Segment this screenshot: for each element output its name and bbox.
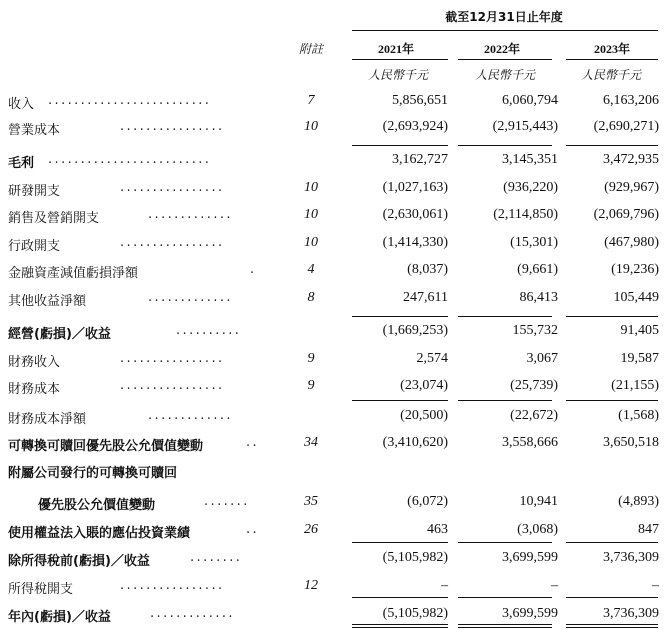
value-2022: – (551, 578, 558, 593)
row-label: 經營(虧損)／收益 (8, 327, 111, 342)
year-2022-header: 2022年 (483, 42, 520, 56)
row-note: 26 (304, 522, 318, 537)
total-rule-b-2022 (458, 627, 552, 628)
row-note: 9 (307, 351, 315, 366)
leader-dots: ............. (148, 408, 233, 423)
row-label: 營業成本 (8, 123, 61, 138)
year-2023-underline (566, 59, 658, 60)
value-2023: 3,736,309 (603, 550, 659, 565)
row-label: 財務收入 (8, 355, 61, 370)
row-label: 優先股公允價值變動 (38, 498, 156, 513)
value-2022: (9,661) (517, 262, 558, 277)
value-2023: (467,980) (604, 235, 659, 250)
subtotal-rule-op-2022 (458, 316, 552, 317)
leader-dots: ................ (120, 180, 225, 195)
leader-dots: ................ (120, 119, 225, 134)
row-note: 9 (307, 378, 315, 393)
row-label: 收入 (8, 97, 35, 112)
leader-dots: ................ (120, 235, 225, 250)
subtotal-rule-net-2023 (566, 597, 658, 598)
statement-row (0, 235, 672, 257)
value-2022: (2,114,850) (493, 207, 558, 222)
value-2021: (3,410,620) (382, 435, 448, 450)
row-note: 34 (304, 435, 318, 450)
statement-row (0, 152, 672, 174)
subtotal-rule-pbt-2022 (458, 542, 552, 543)
statement-row (0, 462, 672, 484)
value-2021: (2,693,924) (382, 119, 448, 134)
period-header: 截至12月31日止年度 (445, 10, 563, 24)
row-label: 研發開支 (8, 184, 61, 199)
leader-dots: ......................... (48, 152, 212, 167)
unit-2022: 人民幣千元 (474, 68, 535, 82)
value-2023: 6,163,206 (603, 93, 659, 108)
note-column-header: 附註 (298, 42, 323, 56)
value-2022: (22,672) (510, 408, 558, 423)
row-label: 所得稅開支 (8, 582, 74, 597)
value-2023: (2,690,271) (593, 119, 659, 134)
row-note: 4 (307, 262, 315, 277)
value-2021: (8,037) (407, 262, 448, 277)
value-2021: (23,074) (400, 378, 448, 393)
value-2023: – (652, 578, 659, 593)
value-2023: (19,236) (611, 262, 659, 277)
subtotal-rule-net-2022 (458, 597, 552, 598)
value-2022: 155,732 (512, 323, 558, 338)
total-rule-a-2021 (352, 624, 448, 625)
row-label: 除所得稅前(虧損)／收益 (8, 554, 150, 569)
leader-dots: .......... (176, 323, 242, 338)
unit-2023: 人民幣千元 (580, 68, 641, 82)
period-underline (352, 30, 658, 31)
year-2021-header: 2021年 (377, 42, 414, 56)
year-2021-underline (352, 59, 448, 60)
subtotal-rule-fin-2023 (566, 400, 658, 401)
statement-row (0, 522, 672, 544)
value-2021: – (441, 578, 448, 593)
subtotal-rule-gross-2021 (352, 145, 448, 146)
row-note: 10 (304, 207, 318, 222)
leader-dots: ................ (120, 578, 225, 593)
row-label: 毛利 (8, 156, 35, 171)
total-rule-b-2021 (352, 627, 448, 628)
value-2023: 3,472,935 (603, 152, 659, 167)
value-2023: 3,650,518 (603, 435, 659, 450)
subtotal-rule-op-2023 (566, 316, 658, 317)
subtotal-rule-net-2021 (352, 597, 448, 598)
value-2021: 3,162,727 (392, 152, 448, 167)
leader-dots: ............. (148, 290, 233, 305)
subtotal-rule-pbt-2021 (352, 542, 448, 543)
value-2021: 463 (427, 522, 448, 537)
row-label: 銷售及營銷開支 (8, 211, 100, 226)
value-2023: 91,405 (620, 323, 659, 338)
leader-dots: ......................... (48, 93, 212, 108)
row-note: 8 (307, 290, 315, 305)
total-rule-a-2022 (458, 624, 552, 625)
row-label: 使用權益法入賬的應佔投資業績 (8, 526, 191, 541)
value-2022: (15,301) (510, 235, 558, 250)
row-label: 財務成本 (8, 382, 61, 397)
row-note: 35 (304, 494, 318, 509)
leader-dots: . (250, 262, 257, 277)
value-2022: 6,060,794 (502, 93, 558, 108)
value-2023: (929,967) (604, 180, 659, 195)
value-2023: (21,155) (611, 378, 659, 393)
value-2023: 3,736,309 (603, 606, 659, 621)
subtotal-rule-op-2021 (352, 316, 448, 317)
value-2023: (2,069,796) (593, 207, 659, 222)
leader-dots: ............. (148, 207, 233, 222)
value-2023: (1,568) (618, 408, 659, 423)
value-2022: 3,699,599 (502, 606, 558, 621)
row-label: 金融資產減值虧損淨額 (8, 266, 139, 281)
statement-row (0, 207, 672, 229)
value-2021: 5,856,651 (392, 93, 448, 108)
row-label: 年內(虧損)／收益 (8, 610, 111, 625)
value-2022: 3,558,666 (502, 435, 558, 450)
value-2021: (20,500) (400, 408, 448, 423)
row-note: 7 (307, 93, 315, 108)
subtotal-rule-gross-2022 (458, 145, 552, 146)
statement-row (0, 290, 672, 312)
statement-row (0, 180, 672, 202)
statement-row (0, 262, 672, 284)
leader-dots: .. (246, 435, 260, 450)
row-label: 行政開支 (8, 239, 61, 254)
statement-row (0, 408, 672, 430)
year-2022-underline (458, 59, 552, 60)
statement-row (0, 351, 672, 373)
value-2023: 847 (638, 522, 659, 537)
statement-row (0, 378, 672, 400)
value-2021: (1,027,163) (382, 180, 448, 195)
value-2022: 86,413 (519, 290, 558, 305)
statement-row (0, 550, 672, 572)
leader-dots: ....... (204, 494, 250, 509)
subtotal-rule-gross-2023 (566, 145, 658, 146)
row-label: 附屬公司發行的可轉換可贖回 (8, 466, 178, 481)
value-2023: 105,449 (613, 290, 659, 305)
value-2022: 3,067 (526, 351, 558, 366)
statement-row (0, 494, 672, 516)
leader-dots: ............. (150, 606, 235, 621)
leader-dots: ................ (120, 378, 225, 393)
value-2022: 3,699,599 (502, 550, 558, 565)
value-2023: (4,893) (618, 494, 659, 509)
value-2021: 247,611 (403, 290, 448, 305)
row-label: 其他收益淨額 (8, 294, 87, 309)
leader-dots: ........ (190, 550, 243, 565)
row-note: 10 (304, 235, 318, 250)
leader-dots: .. (246, 522, 260, 537)
total-rule-b-2023 (566, 627, 658, 628)
year-2023-header: 2023年 (593, 42, 630, 56)
value-2022: (936,220) (503, 180, 558, 195)
leader-dots: ................ (120, 351, 225, 366)
subtotal-rule-fin-2021 (352, 400, 448, 401)
row-note: 12 (304, 578, 318, 593)
subtotal-rule-pbt-2023 (566, 542, 658, 543)
value-2022: 10,941 (519, 494, 558, 509)
value-2022: (25,739) (510, 378, 558, 393)
unit-2021: 人民幣千元 (367, 68, 428, 82)
statement-row (0, 435, 672, 457)
value-2021: (1,414,330) (382, 235, 448, 250)
statement-row (0, 93, 672, 115)
value-2021: (5,105,982) (382, 550, 448, 565)
statement-row (0, 323, 672, 345)
value-2021: (6,072) (407, 494, 448, 509)
value-2021: 2,574 (416, 351, 448, 366)
row-label: 財務成本淨額 (8, 412, 87, 427)
value-2021: (2,630,061) (382, 207, 448, 222)
row-label: 可轉換可贖回優先股公允價值變動 (8, 439, 204, 454)
value-2022: (2,915,443) (492, 119, 558, 134)
row-note: 10 (304, 119, 318, 134)
statement-row (0, 119, 672, 141)
row-note: 10 (304, 180, 318, 195)
value-2022: 3,145,351 (502, 152, 558, 167)
value-2023: 19,587 (620, 351, 659, 366)
value-2022: (3,068) (517, 522, 558, 537)
value-2021: (1,669,253) (382, 323, 448, 338)
total-rule-a-2023 (566, 624, 658, 625)
value-2021: (5,105,982) (382, 606, 448, 621)
subtotal-rule-fin-2022 (458, 400, 552, 401)
